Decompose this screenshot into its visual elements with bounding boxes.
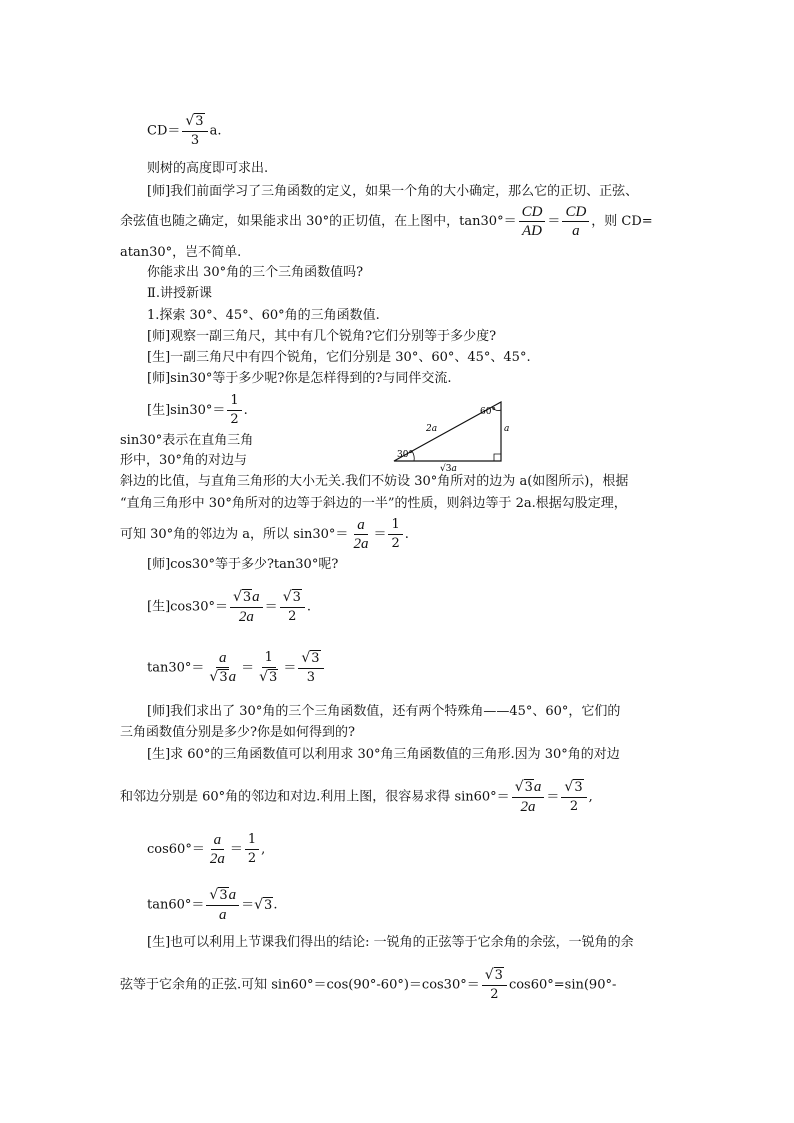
formula-cos30: [生]cos30°＝ $\frac{√3a}{2a}$ ＝ $\frac{√3}{2}$ . — [147, 589, 312, 625]
text-line: 则树的高度即可求出. — [147, 161, 269, 176]
formula-tan30-value: tan30°＝ $\frac{a}{√3a}$ ＝ $\frac{1}{√3}$ ＝ $\frac{√3}{3}$ — [147, 650, 707, 686]
text-line: [师]我们前面学习了三角函数的定义，如果一个角的大小确定，那么它的正切、正弦、 — [147, 184, 639, 199]
text-line: “直角三角形中 30°角所对的边等于斜边的一半”的性质，则斜边等于 2a.根据勾股定理， — [120, 496, 627, 511]
text-line: [师]我们求出了 30°角的三个三角函数值，还有两个特殊角——45°、60°，它们的 — [147, 704, 621, 719]
angle-30-label: 30° — [397, 450, 413, 460]
right-triangle-figure — [388, 398, 508, 474]
hyp-label: 2a — [426, 424, 438, 434]
text-line: 你能求出 30°角的三个三角函数值吗? — [147, 265, 364, 280]
formula-sin30-derivation: 可知 30°角的邻边为 a，所以 sin30°＝ $\frac{a}{2a}$ ＝ $\frac{1}{2}$ . — [120, 517, 409, 552]
formula-sin30: [生]sin30°＝ $\frac{1}{2}$ . — [147, 393, 248, 427]
text-line: 斜边的比值，与直角三角形的大小无关.我们不妨设 30°角所对的边为 a(如图所示)，根据 — [120, 474, 629, 489]
text-line: sin30°表示在直角三角 — [120, 433, 254, 448]
text-line: atan30°，岂不简单. — [120, 245, 242, 260]
formula-cos60: cos60°＝ $\frac{a}{2a}$ ＝ $\frac{1}{2}$ , — [147, 832, 266, 867]
angle-60-label: 60° — [480, 407, 496, 417]
formula-tan60: tan60°＝ $\frac{√3a}{a}$ ＝√3. — [147, 887, 278, 923]
text-line: 三角函数值分别是多少?你是如何得到的? — [120, 725, 355, 740]
text-line: [生]一副三角尺中有四个锐角，它们分别是 30°、60°、45°、45°. — [147, 350, 531, 365]
text-line: [生]求 60°的三角函数值可以利用求 30°角三角函数值的三角形.因为 30°角的对边 — [147, 747, 620, 762]
formula-sin60-cos30: 弦等于它余角的正弦.可知 sin60°＝cos(90°-60°)＝cos30°＝ $\frac{√3}{2}$ cos60°=sin(90°- — [120, 967, 617, 1002]
text-line: [师]观察一副三角尺，其中有几个锐角?它们分别等于多少度? — [147, 329, 497, 344]
text-line: [生]也可以利用上节课我们得出的结论: 一锐角的正弦等于它余角的余弦，一锐角的余 — [147, 935, 634, 950]
formula-tan30: 余弦值也随之确定，如果能求出 30°的正切值，在上图中，tan30°＝ $\frac{CD}{AD}$ ＝ $\frac{CD}{a}$ ，则 CD= — [120, 204, 653, 239]
leg-label: a — [504, 424, 510, 434]
text-line: 形中，30°角的对边与 — [120, 453, 248, 468]
formula-cd: CD＝ $\frac{√3}{3}$ a. — [147, 113, 222, 148]
text-line: 1.探索 30°、45°、60°角的三角函数值. — [147, 308, 380, 323]
text-line: [师]cos30°等于多少?tan30°呢? — [147, 557, 339, 572]
base-label: √3a — [440, 464, 457, 474]
formula-sin60: 和邻边分别是 60°角的邻边和对边.利用上图，很容易求得 sin60°＝ $\frac{√3a}{2a}$ ＝ $\frac{√3}{2}$ , — [120, 779, 593, 815]
fraction: $\frac{√3}{3}$ — [182, 113, 207, 149]
section-heading: Ⅱ.讲授新课 — [147, 286, 212, 301]
right-angle-mark — [494, 454, 501, 461]
text-line: [师]sin30°等于多少呢?你是怎样得到的?与同伴交流. — [147, 371, 452, 386]
